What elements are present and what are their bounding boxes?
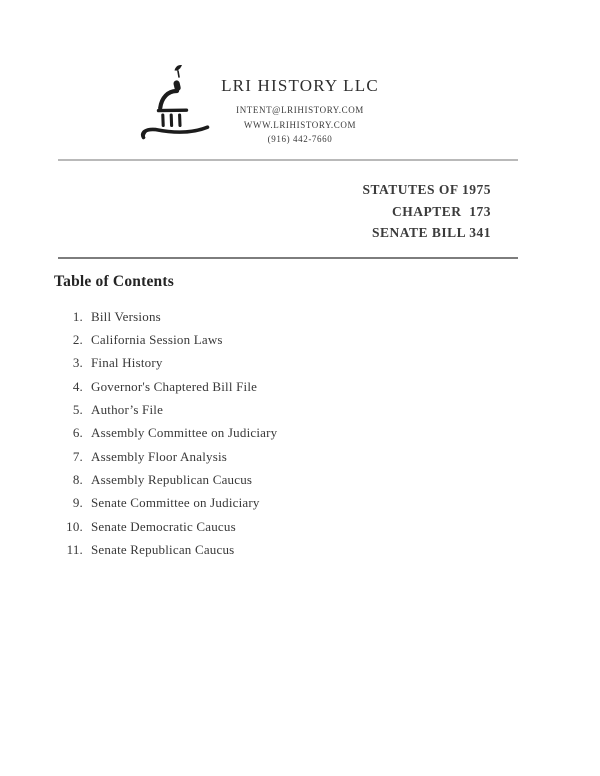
toc-item-label: Senate Republican Caucus	[91, 542, 235, 558]
toc-item	[50, 468, 277, 491]
toc-item-number: 11.	[66, 542, 83, 558]
toc-item-number: 2.	[72, 332, 83, 348]
toc-item	[50, 492, 277, 515]
toc-item	[50, 422, 277, 445]
toc-item	[50, 328, 277, 351]
company-phone: (916) 442-7660	[267, 134, 333, 144]
toc-item-number: 3.	[72, 355, 83, 371]
toc-item-label: Final History	[91, 355, 163, 371]
divider-bottom	[58, 257, 518, 259]
toc-item-label: Assembly Committee on Judiciary	[91, 425, 278, 441]
toc-title: Table of Contents	[54, 273, 174, 290]
statute-reference	[362, 179, 491, 244]
toc-item-label: Assembly Republican Caucus	[91, 472, 253, 488]
toc-item-label: Senate Committee on Judiciary	[91, 495, 260, 511]
toc-item-label: Author’s File	[91, 402, 164, 418]
letterhead	[0, 76, 600, 147]
toc-item-label: California Session Laws	[91, 332, 223, 348]
chapter-line: CHAPTER 173	[391, 203, 491, 219]
toc-item	[50, 352, 277, 375]
toc-item	[50, 515, 277, 538]
toc-item-label: Assembly Floor Analysis	[91, 448, 228, 464]
toc-item	[50, 305, 277, 328]
toc-item-label: Governor's Chaptered Bill File	[91, 378, 258, 394]
toc-item	[50, 538, 277, 561]
company-name: LRI HISTORY LLC	[221, 76, 379, 95]
toc-item-label: Senate Democratic Caucus	[91, 518, 236, 534]
toc-item-number: 4.	[72, 378, 83, 394]
company-email: INTENT@LRIHISTORY.COM	[236, 105, 364, 115]
toc-item-number: 6.	[72, 425, 83, 441]
toc-item-number: 7.	[72, 448, 83, 464]
toc-item-number: 5.	[72, 402, 83, 418]
divider-top	[58, 159, 518, 161]
toc-item-number: 8.	[72, 472, 83, 488]
toc-item	[50, 398, 277, 421]
toc-item-number: 10.	[66, 518, 83, 534]
company-website: WWW.LRIHISTORY.COM	[243, 119, 357, 130]
toc-item	[50, 375, 277, 398]
toc-item-label: Bill Versions	[91, 308, 161, 324]
toc-list	[50, 305, 277, 562]
toc-item-number: 1.	[72, 308, 83, 324]
statutes-line: STATUTES OF 1975	[362, 182, 491, 197]
senate-bill-line: SENATE BILL 341	[371, 225, 491, 240]
toc-item	[50, 445, 277, 468]
toc-item-number: 9.	[72, 495, 83, 511]
